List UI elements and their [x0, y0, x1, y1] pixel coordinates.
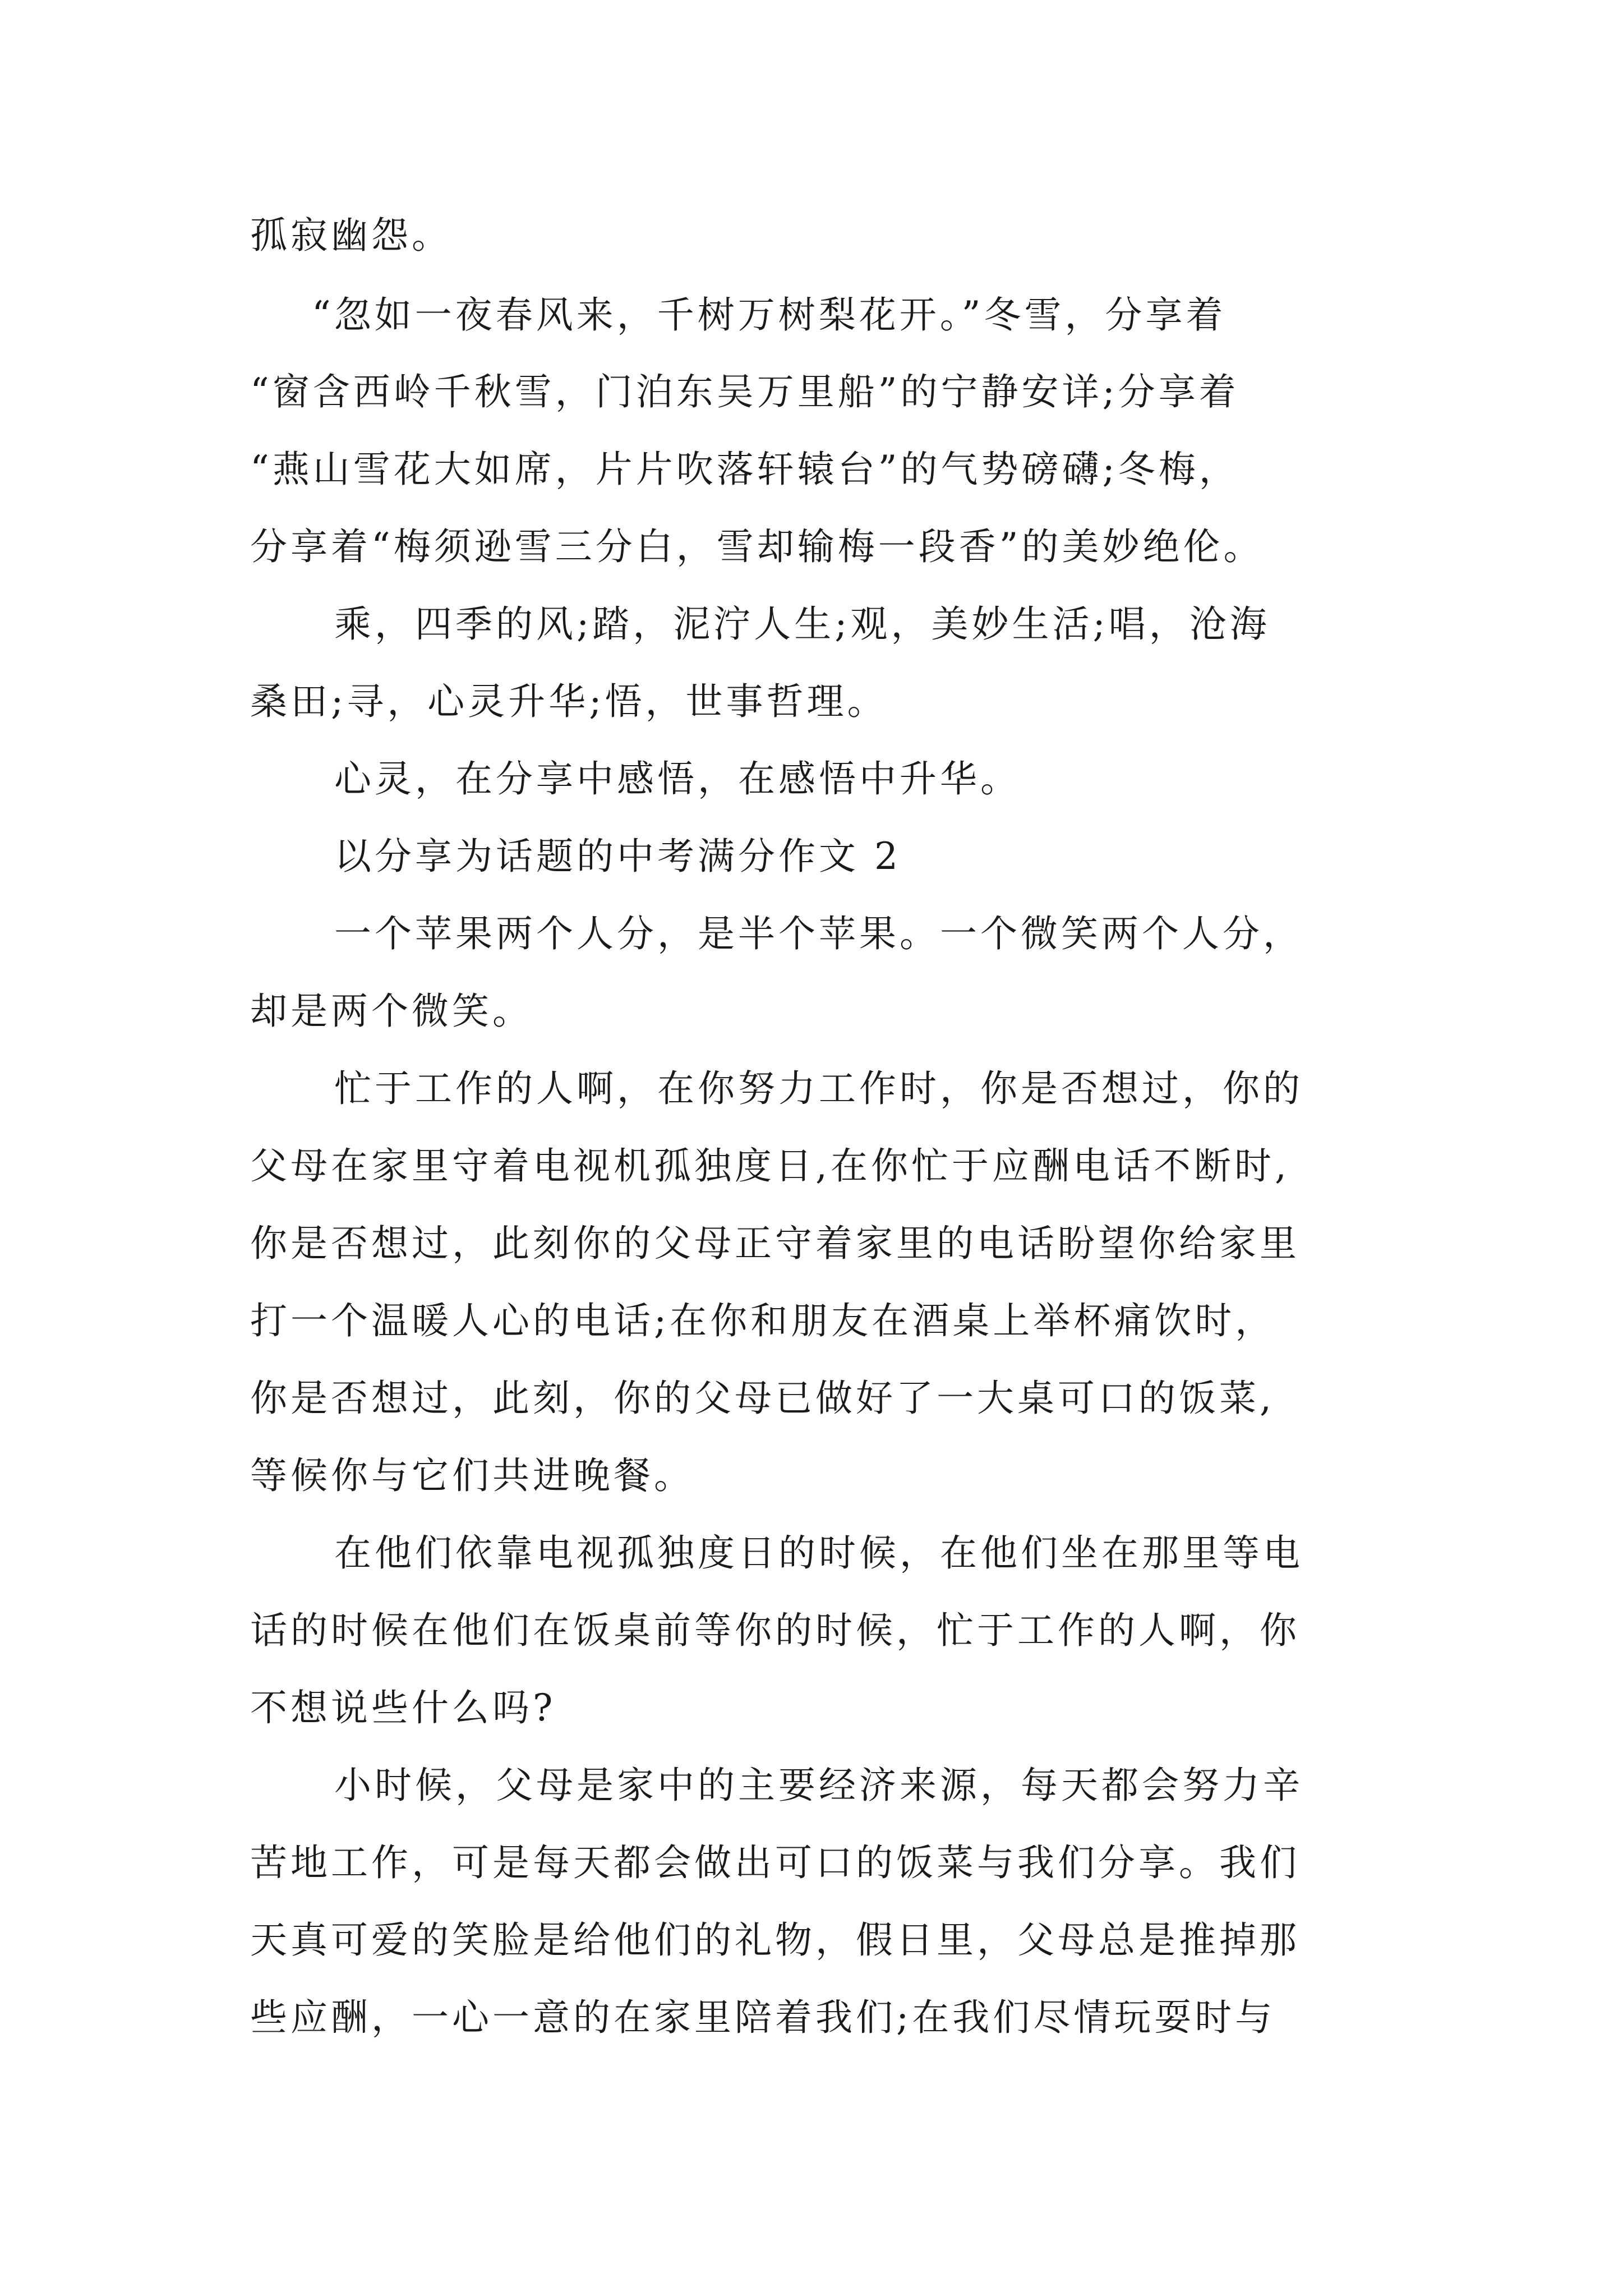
section-heading: 以分享为话题的中考满分作文 2	[334, 835, 901, 878]
text-line: 不想说些什么吗?	[250, 1686, 556, 1729]
text-line: 孤寂幽怨。	[250, 214, 452, 257]
text-line: 你是否想过，此刻，你的父母已做好了一大桌可口的饭菜,	[250, 1377, 1275, 1420]
text-line: 分享着“梅须逊雪三分白，雪却输梅一段香”的美妙绝伦。	[250, 525, 1264, 568]
text-line: “窗含西岭千秋雪，门泊东吴万里船”的宁静安详;分享着	[250, 370, 1239, 413]
text-line: 父母在家里守着电视机孤独度日,在你忙于应酬电话不断时,	[250, 1144, 1290, 1188]
text-line: 桑田;寻，心灵升华;悟，世事哲理。	[250, 680, 888, 723]
text-line: 心灵，在分享中感悟，在感悟中升华。	[334, 757, 1021, 800]
text-line: 你是否想过，此刻你的父母正守着家里的电话盼望你给家里	[250, 1222, 1300, 1265]
text-line: 小时候，父母是家中的主要经济来源，每天都会努力辛	[334, 1764, 1303, 1807]
text-line: 话的时候在他们在饭桌前等你的时候，忙于工作的人啊，你	[250, 1609, 1300, 1652]
text-line: 一个苹果两个人分，是半个苹果。一个微笑两个人分，	[334, 912, 1303, 955]
text-line: 些应酬，一心一意的在家里陪着我们;在我们尽情玩耍时与	[250, 1996, 1276, 2039]
text-line: “燕山雪花大如席，片片吹落轩辕台”的气势磅礴;冬梅，	[250, 448, 1239, 491]
text-line: 天真可爱的笑脸是给他们的礼物，假日里，父母总是推掉那	[250, 1918, 1300, 1962]
text-line: 却是两个微笑。	[250, 990, 533, 1033]
text-line: 忙于工作的人啊，在你努力工作时，你是否想过，你的	[334, 1067, 1303, 1110]
text-line: 打一个温暖人心的电话;在你和朋友在酒桌上举杯痛饮时，	[250, 1299, 1276, 1342]
text-line: 苦地工作，可是每天都会做出可口的饭菜与我们分享。我们	[250, 1841, 1300, 1884]
text-line: 等候你与它们共进晚餐。	[250, 1454, 694, 1497]
text-line: “忽如一夜春风来，千树万树梨花开。”冬雪，分享着	[312, 293, 1227, 337]
text-line: 在他们依靠电视孤独度日的时候，在他们坐在那里等电	[334, 1531, 1303, 1575]
text-line: 乘，四季的风;踏，泥泞人生;观，美妙生活;唱，沧海	[334, 602, 1270, 646]
